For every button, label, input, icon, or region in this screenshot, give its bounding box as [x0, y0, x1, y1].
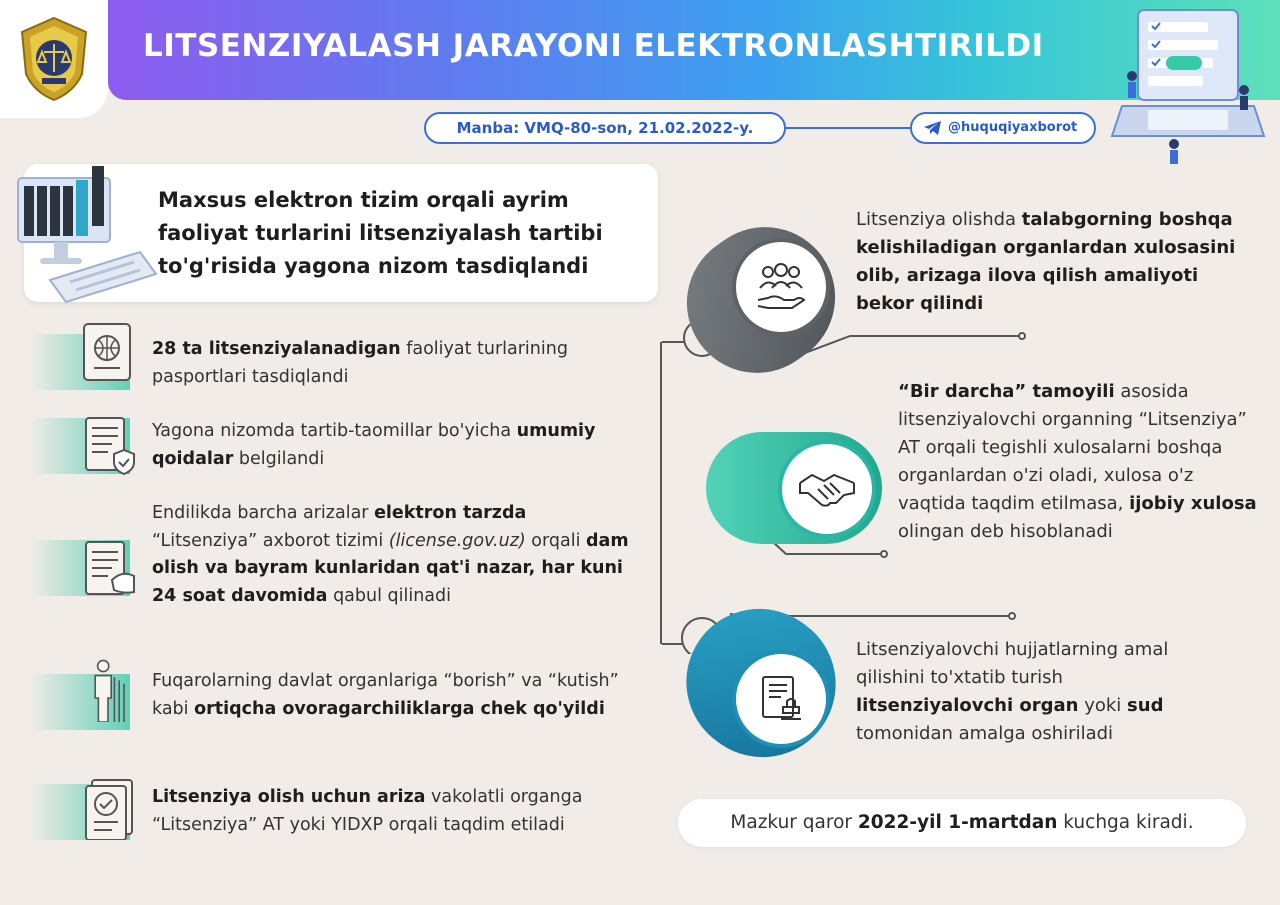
page-title: LITSENZIYALASH JARAYONI ELEKTRONLASHTIRILDI	[143, 28, 1044, 64]
telegram-icon	[924, 121, 942, 135]
telegram-badge[interactable]	[910, 112, 1096, 144]
document-shield-icon	[78, 412, 138, 476]
item-text: Fuqarolarning davlat organlariga “borish” va “kutish” kabi ortiqcha ovoragarchiliklarga chek qo'yildi	[152, 671, 619, 719]
logo-card	[0, 0, 108, 118]
intro-heading: Maxsus elektron tizim orqali ayrim faoliyat turlarini litsenziyalash tartibi to'g'risida yagona nizom tasdiqlandi	[158, 188, 603, 278]
laptop-checklist-illustration	[1108, 6, 1268, 166]
source-badge: Manba: VMQ-80-son, 21.02.2022-y.	[424, 112, 786, 144]
approved-document-icon	[78, 776, 138, 840]
effective-date-banner: Mazkur qaror 2022-yil 1-martdan kuchga kiradi.	[678, 799, 1246, 847]
right-item-2-text: “Bir darcha” tamoyili asosida litsenziyalovchi organning “Litsenziya” AT orqali tegishli xulosalarni boshqa organlardan o'zi oladi, xulosa o'z vaqtida taqdim etilmasa, ijobiy xulosa olingan deb hisoblanadi	[898, 381, 1257, 542]
source-connector-line	[780, 127, 920, 129]
right-item-3-text: Litsenziyalovchi hujjatlarning amal qilishini to'xtatib turish litsenziyalovchi organ yoki sud tomonidan amalga oshiriladi	[856, 639, 1169, 744]
person-queue-icon	[78, 658, 138, 722]
handshake-icon	[798, 469, 856, 509]
item-text: Yagona nizomda tartib-taomillar bo'yicha umumiy qoidalar belgilandi	[152, 421, 596, 469]
item-text: 28 ta litsenziyalanadigan faoliyat turlarining pasportlari tasdiqlandi	[152, 339, 568, 387]
telegram-handle: @huquqiyaxborot	[948, 120, 1078, 135]
passport-icon	[78, 318, 138, 382]
justice-ministry-emblem-icon	[14, 14, 94, 104]
item-text: Litsenziya olish uchun ariza vakolatli organga “Litsenziya” AT yoki YIDXP orqali taqdim etiladi	[152, 787, 583, 835]
people-hand-icon	[754, 260, 808, 314]
computer-archive-illustration	[10, 160, 160, 310]
stamped-document-icon	[759, 675, 803, 723]
item-text: Endilikda barcha arizalar elektron tarzda “Litsenziya” axborot tizimi (license.gov.uz) orqali dam olish va bayram kunlaridan qat'i nazar, har kuni 24 soat davomida qabul qilinadi	[152, 503, 629, 606]
document-hand-icon	[78, 536, 138, 600]
right-item-1-text: Litsenziya olishda talabgorning boshqa kelishiladigan organlardan xulosasini olib, arizaga ilova qilish amaliyoti bekor qilindi	[856, 209, 1236, 314]
